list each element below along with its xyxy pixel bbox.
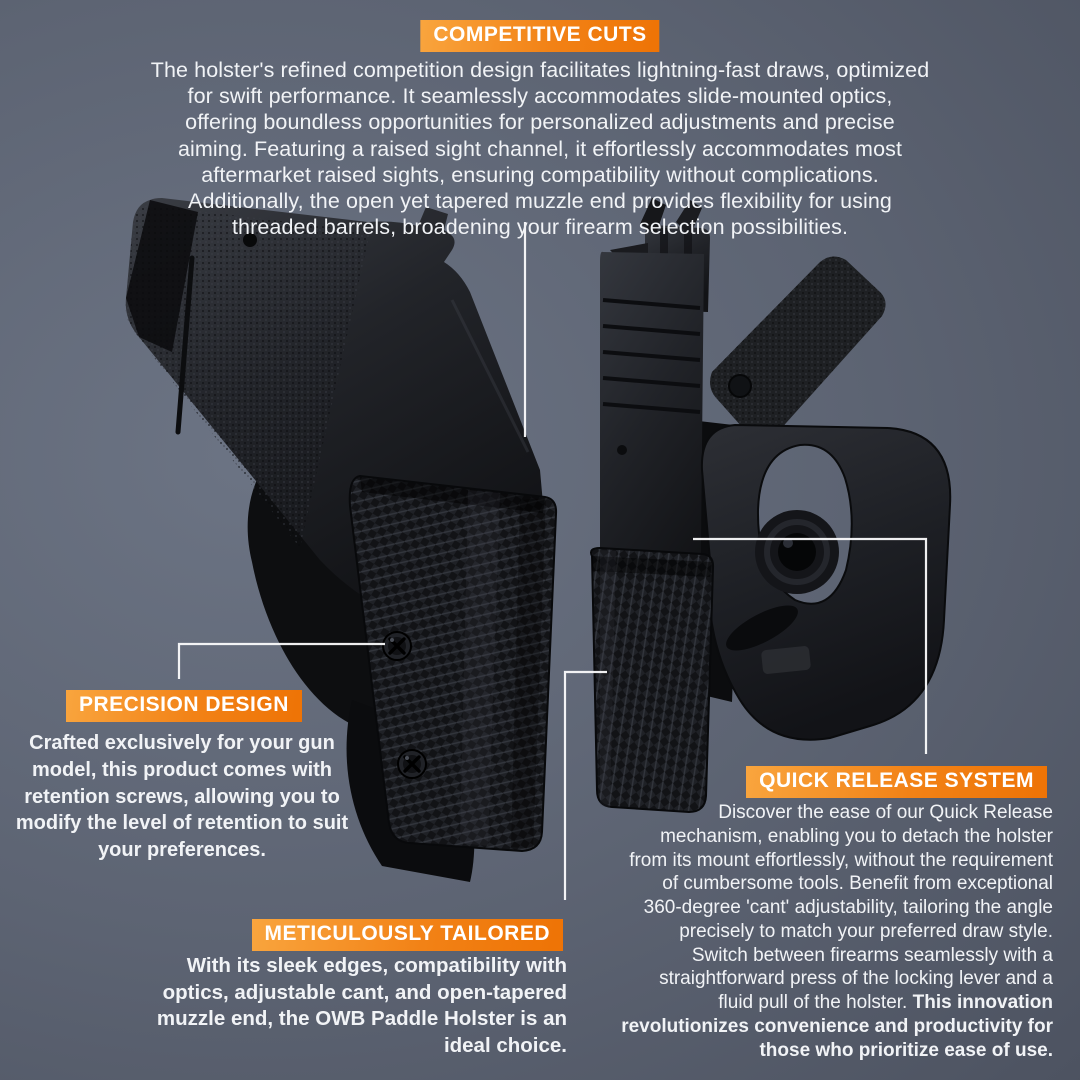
meticulously-tailored-body: With its sleek edges, compatibility with optics, adjustable cant, and open-tapered muzzle end, the OWB Paddle Holster is an ideal choice. [156,954,567,1057]
retention-screw-lower [398,750,426,778]
quick-release-badge: QUICK RELEASE SYSTEM [746,766,1047,798]
paddle-right [702,425,950,740]
grip-pin-right [729,375,751,397]
precision-design-badge: PRECISION DESIGN [66,690,302,722]
quick-release-body [619,801,1053,1062]
competitive-cuts-body: The holster's refined competition design facilitates lightning-fast draws, optimized for swift performance. It seamlessly accommodates slide-mounted optics, offering boundless opportunities for personalized adjustments and precise aiming. Featuring a raised sight channel, it effortlessly accommodates most aftermarket raised sights, ensuring compatibility without complications. Additionally, the open yet tapered muzzle end provides flexibility for using threaded barrels, broadening your firearm selection possibilities. [150,58,930,240]
quick-release-body-bold: This innovation revolutionizes convenience and productivity for those who prioritize ease of use. [621,992,1053,1061]
meticulously-tailored-badge: METICULOUSLY TAILORED [252,919,563,951]
precision-design-body: Crafted exclusively for your gun model, this product comes with retention screws, allowing you to modify the level of retention to suit your preferences. [15,732,349,862]
paddle-emboss-right [761,646,811,675]
product-photo-right [591,198,950,812]
competitive-cuts-badge: COMPETITIVE CUTS [420,20,659,52]
quick-release-body-text: Discover the ease of our Quick Release mechanism, enabling you to detach the holster from its mount effortlessly, without the requirement of cumbersome tools. Benefit from exceptional 360-degree 'cant' adjustability, tailoring the angle precisely to match your preferred draw style. Switch between firearms seamlessly with a straightforward press of the locking lever and a fluid pull of the holster. [629,802,1053,1013]
retention-screw-upper [383,632,411,660]
